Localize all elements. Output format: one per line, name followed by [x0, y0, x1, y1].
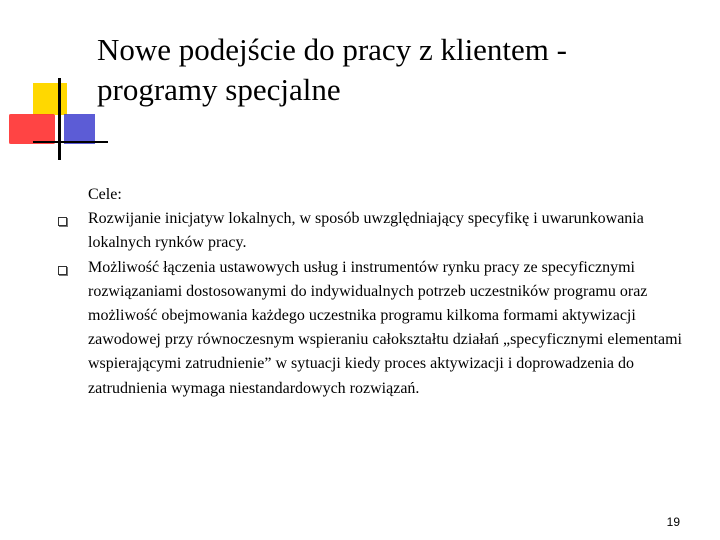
bullet-item-text: Rozwijanie inicjatyw lokalnych, w sposób uwzględniający specyfikę i uwarunkowania lokalnych rynków pracy.	[88, 210, 644, 252]
logo-vertical-line	[58, 78, 61, 160]
slide-title-line-1: Nowe podejście do pracy z klientem -	[97, 32, 567, 67]
slide-logo-decoration	[0, 0, 110, 170]
logo-yellow-square	[33, 83, 67, 115]
logo-blue-square	[64, 114, 95, 144]
bullet-item-1	[88, 207, 688, 255]
logo-red-square	[9, 114, 55, 144]
slide-title	[97, 30, 697, 110]
square-bullet-icon	[58, 266, 67, 275]
bullet-item-text: Możliwość łączenia ustawowych usług i instrumentów rynku pracy ze specyficznymi rozwiązaniami dostosowanymi do indywidualnych potrzeb uczestników programu oraz możliwość obejmowania każdego uczestnika programu kilkoma formami aktywizacji zawodowej przy równoczesnym wspieraniu całokształtu działań „specyficznymi elementami wspierającymi zatrudnienie” w sytuacji kiedy proces aktywizacji i doprowadzenia do zatrudnienia wymaga niestandardowych rozwiązań.	[88, 258, 682, 397]
logo-horizontal-line	[33, 141, 108, 143]
square-bullet-icon	[58, 217, 67, 226]
slide-title-line-2: programy specjalne	[97, 72, 341, 107]
goals-heading: Cele:	[88, 186, 122, 203]
page-number: 19	[666, 515, 680, 529]
bullet-item-2	[88, 256, 688, 401]
slide-body	[88, 183, 688, 401]
